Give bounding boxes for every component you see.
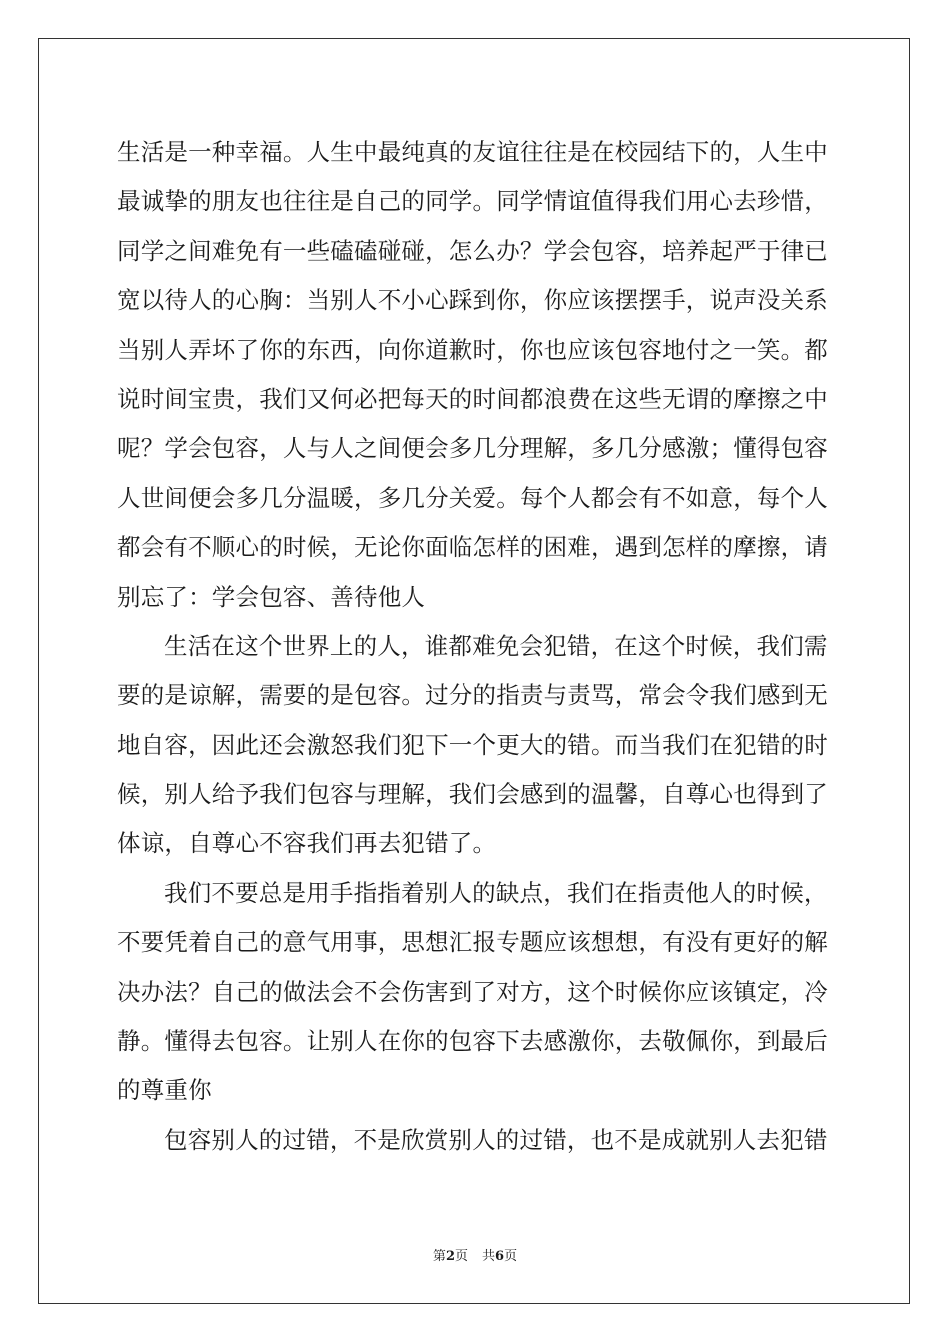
document-body: [117, 128, 833, 1165]
text-line: 我们不要总是用手指指着别人的缺点，我们在指责他人的时候，: [164, 878, 828, 907]
text-line: 的尊重你: [117, 1076, 212, 1105]
text-line: 体谅，自尊心不容我们再去犯错了。: [117, 829, 497, 858]
text-line: 同学之间难免有一些磕磕碰碰，怎么办？学会包容，培养起严于律已: [117, 236, 828, 265]
text-line: 决办法？自己的做法会不会伤害到了对方，这个时候你应该镇定，冷: [117, 977, 828, 1006]
page-footer: [0, 1247, 950, 1267]
total-pages: 6: [495, 1249, 505, 1264]
text-line: 宽以待人的心胸：当别人不小心踩到你，你应该摆摆手，说声没关系: [117, 286, 828, 315]
text-line: 最诚挚的朋友也往往是自己的同学。同学情谊值得我们用心去珍惜，: [117, 187, 828, 216]
page-suffix: 页: [454, 1249, 468, 1264]
text-line: 呢？学会包容，人与人之间便会多几分理解，多几分感激；懂得包容: [117, 434, 828, 463]
text-line: 生活是一种幸福。人生中最纯真的友谊往往是在校园结下的，人生中: [117, 138, 828, 166]
page-prefix: 第: [432, 1249, 446, 1264]
text-line: 包容别人的过错，不是欣赏别人的过错，也不是成就别人去犯错: [164, 1125, 828, 1154]
text-line: 地自容，因此还会激怒我们犯下一个更大的错。而当我们在犯错的时: [117, 730, 828, 759]
text-line: 当别人弄坏了你的东西，向你道歉时，你也应该包容地付之一笑。都: [117, 335, 828, 364]
text-line: 不要凭着自己的意气用事，思想汇报专题应该想想，有没有更好的解: [117, 928, 828, 957]
text-line: 人世间便会多几分温暖，多几分关爱。每个人都会有不如意，每个人: [117, 483, 828, 512]
text-line: 别忘了：学会包容、善待他人: [117, 582, 426, 611]
text-line: 静。懂得去包容。让别人在你的包容下去感激你，去敬佩你，到最后: [117, 1027, 828, 1056]
total-prefix: 共: [482, 1249, 496, 1264]
text-line: 生活在这个世界上的人，谁都难免会犯错，在这个时候，我们需: [164, 631, 828, 660]
text-line: 要的是谅解，需要的是包容。过分的指责与责骂，常会令我们感到无: [117, 681, 828, 710]
text-line: 说时间宝贵，我们又何必把每天的时间都浪费在这些无谓的摩擦之中: [117, 384, 828, 413]
total-suffix: 页: [504, 1249, 518, 1264]
page-number: 2: [445, 1249, 455, 1264]
text-line: 候，别人给予我们包容与理解，我们会感到的温馨，自尊心也得到了: [117, 780, 828, 809]
text-line: 都会有不顺心的时候，无论你面临怎样的困难，遇到怎样的摩擦，请: [117, 533, 828, 562]
